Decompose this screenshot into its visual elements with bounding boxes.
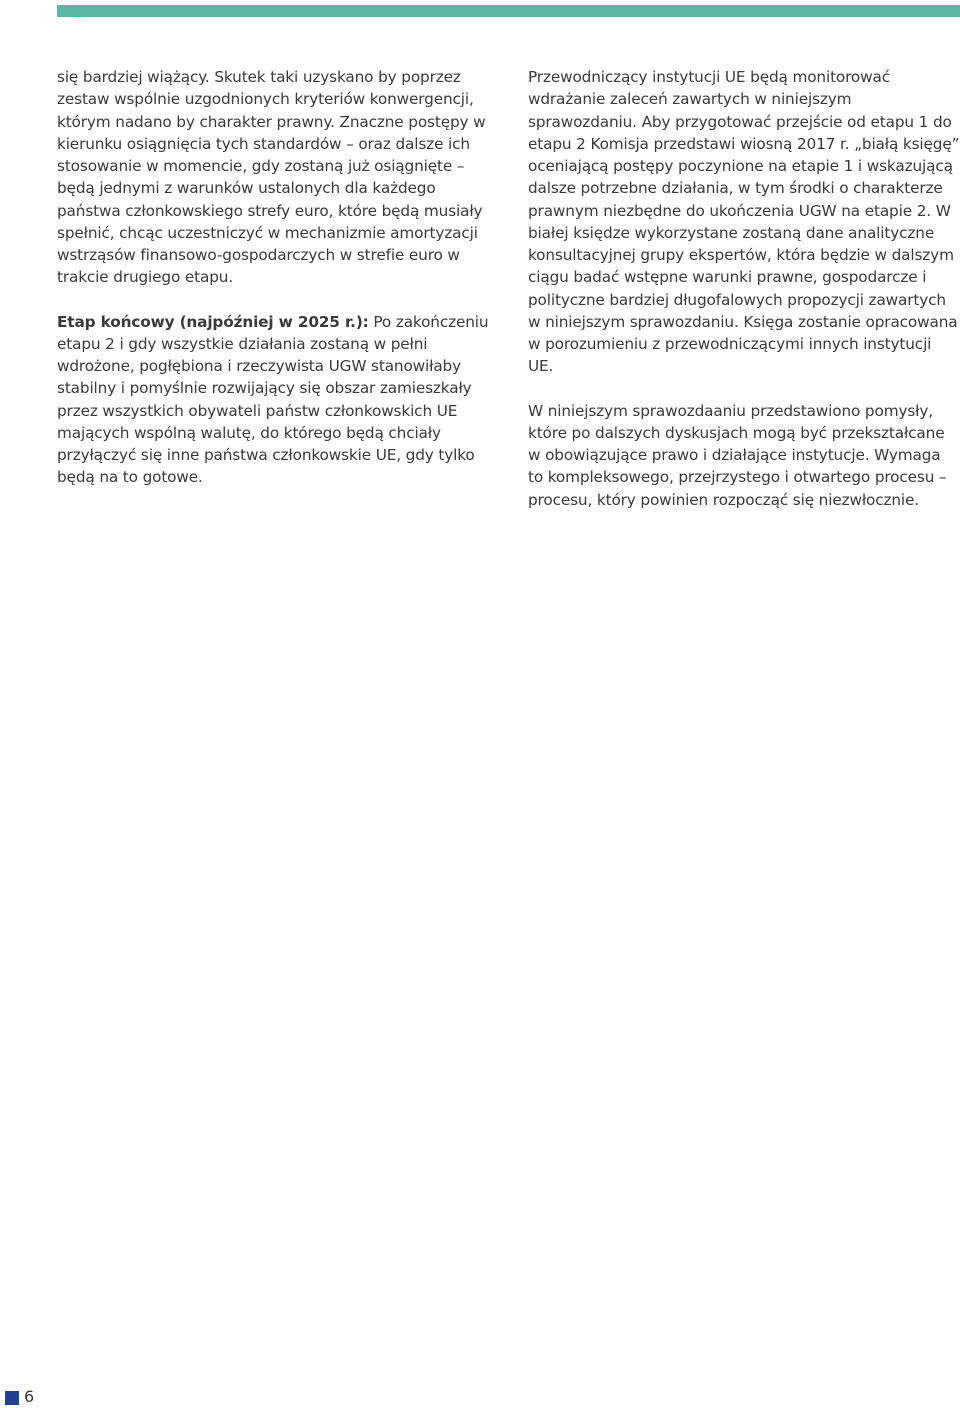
- right-paragraph-1: Przewodniczący instytucji UE będą monitorować wdrażanie zaleceń zawartych w niniejszym sprawozdaniu. Aby przygotować przejście od etapu 1 do etapu 2 Komisja przedstawi wiosną 2017 r. „białą księgę” oceniającą postępy poczynione na etapie 1 i wskazującą dalsze potrzebne działania, w tym środki o charakterze prawnym niezbędne do ukończenia UGW na etapie 2. W białej księdze wykorzystane zostaną dane analityczne konsultacyjnej grupy ekspertów, która będzie w dalszym ciągu badać wstępne warunki prawne, gospodarcze i polityczne bardziej długofalowych propozycji zawartych w niniejszym sprawozdaniu. Księga zostanie opracowana w porozumieniu z przewodniczącymi innych instytucji UE.: [528, 68, 960, 376]
- top-accent-bar: [57, 5, 960, 17]
- left-column: [57, 66, 497, 489]
- right-column: [528, 66, 960, 511]
- page-number: 6: [24, 1387, 35, 1406]
- page-marker-square: [5, 1391, 19, 1405]
- final-stage-text: Po zakończeniu etapu 2 i gdy wszystkie działania zostaną w pełni wdrożone, pogłębiona i rzeczywista UGW stanowiłaby stabilny i pomyślnie rozwijający się obszar zamieszkały przez wszystkich obywateli państw członkowskich UE mających wspólną walutę, do którego będą chciały przyłączyć się inne państwa członkowskie UE, gdy tylko będą na to gotowe.: [57, 312, 489, 487]
- left-paragraph-1: się bardziej wiążący. Skutek taki uzyskano by poprzez zestaw wspólnie uzgodnionych kryteriów konwergencji, którym nadano by charakter prawny. Znaczne postępy w kierunku osiągnięcia tych standardów – oraz dalsze ich stosowanie w momencie, gdy zostaną już osiągnięte – będą jednymi z warunków ustalonych dla każdego państwa członkowskiego strefy euro, które będą musiały spełnić, chcąc uczestniczyć w mechanizmie amortyzacji wstrząsów finansowo-gospodarczych w strefie euro w trakcie drugiego etapu.: [57, 68, 486, 287]
- final-stage-heading: Etap końcowy (najpóźniej w 2025 r.):: [57, 312, 369, 331]
- left-paragraph-2: [57, 311, 497, 489]
- right-paragraph-2: W niniejszym sprawozdaaniu przedstawiono pomysły, które po dalszych dyskusjach mogą być przekształcane w obowiązujące prawo i działające instytucje. Wymaga to kompleksowego, przejrzystego i otwartego procesu – procesu, który powinien rozpocząć się niezwłocznie.: [528, 401, 947, 509]
